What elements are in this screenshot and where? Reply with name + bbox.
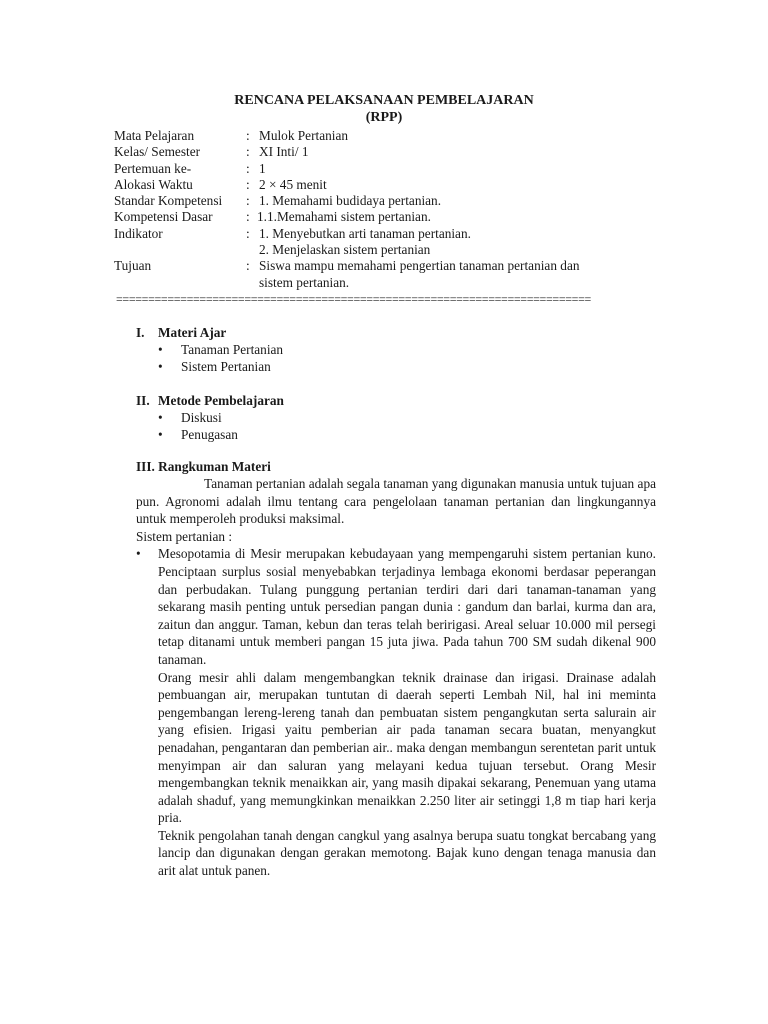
field-value: 2. Menjelaskan sistem pertanian [259, 242, 431, 258]
field-label: Indikator [114, 225, 163, 241]
bullet-icon: • [158, 427, 163, 442]
section-heading [136, 324, 656, 341]
field-value: 1. Menyebutkan arti tanaman pertanian. [259, 225, 471, 241]
field-value: 1.1.Memahami sistem pertanian. [257, 209, 431, 225]
field-kompetensi-dasar [114, 209, 674, 225]
bullet-icon: • [158, 359, 163, 374]
list-item-text: Sistem Pertanian [181, 359, 271, 374]
field-label: Pertemuan ke- [114, 160, 192, 176]
field-colon: : [246, 193, 250, 209]
field-value: Siswa mampu memahami pengertian tanaman pertanian dan [259, 258, 580, 274]
field-value: Mulok Pertanian [259, 128, 349, 143]
list-item [136, 545, 656, 879]
field-label: Kompetensi Dasar [114, 209, 213, 225]
field-label: Kelas/ Semester [114, 144, 201, 160]
list-item [136, 341, 656, 358]
field-pertemuan [114, 161, 674, 177]
section-title: Metode Pembelajaran [158, 393, 284, 408]
field-indikator [114, 226, 674, 242]
paragraph-drainase: Orang mesir ahli dalam mengembangkan teknik drainase dan irigasi. Drainase adalah pembuangan air, merupakan tuntutan di daerah seperti Lembah Nil, hal ini meminta pengembangan lereng-lereng tanah dan pembuatan sistem pengangkutan serta salurain air yang efisien. Irigasi yaitu pemberian air pada tanaman secara buatan, menyangkut penadahan, pengantaran dan pemberian air.. maka dengan membangun serentetan parit untuk menyimpan air dan saluran yang melayani kedua tujuan tersebut. Orang Mesir mengembangkan teknik menaikkan air, yang masih dipakai sekarang, Penemuan yang utama adalah shaduf, yang memungkinkan menaikkan 2.250 liter air setinggi 1,8 m tiap hari kerja pria. [158, 669, 656, 826]
field-colon: : [246, 128, 250, 143]
section-heading [136, 458, 656, 475]
list-item [136, 358, 656, 375]
bullet-icon: • [158, 410, 163, 425]
field-value: sistem pertanian. [259, 274, 350, 290]
field-standar-kompetensi [114, 193, 674, 209]
field-colon: : [246, 144, 250, 160]
section-number: I. [136, 325, 145, 340]
field-label: Tujuan [114, 258, 152, 274]
field-label: Standar Kompetensi [114, 193, 223, 209]
section-materi-ajar [136, 324, 656, 375]
separator-line: ========================================================================== [116, 293, 591, 305]
paragraph-mesopotamia: Mesopotamia di Mesir merupakan kebudayaan yang mempengaruhi sistem pertanian kuno. Penciptaan surplus sosial menyebabkan terjadinya lembaga ekonomi berdasar peperangan dan perbudakan. Tulang punggung pertanian terdiri dari dari tanaman-tanaman yang sekarang masih penting untuk persedian pangan dunia : gandum dan barlai, kurma dan ara, zaitun dan anggur. Taman, kebun dan teras telah beririgasi. Areal seluar 10.000 mil persegi tetap ditanami untuk memberi pangan 15 juta jiwa. Pada tahun 700 SM sudah dikenal 900 tanaman. [158, 546, 656, 667]
field-colon: : [246, 176, 250, 192]
section-heading [136, 392, 656, 409]
field-indikator-2 [114, 242, 674, 258]
section-rangkuman [136, 458, 656, 880]
list-item-text: Diskusi [181, 410, 222, 425]
field-tujuan [114, 258, 674, 274]
field-colon: : [246, 258, 250, 274]
header-fields [114, 128, 674, 291]
section-metode [136, 392, 656, 443]
document-subtitle: (RPP) [365, 110, 403, 125]
field-alokasi-waktu [114, 177, 674, 193]
field-label: Alokasi Waktu [114, 176, 193, 192]
intro-paragraph: Tanaman pertanian adalah segala tanaman yang digunakan manusia untuk tujuan apa pun. Agronomi adalah ilmu tentang cara pengelolaan tanaman pertanian dan lingkungannya untuk memperoleh produksi maksimal. [136, 476, 656, 527]
field-mata-pelajaran [114, 128, 674, 144]
field-tujuan-2 [114, 275, 674, 291]
list-item-text: Tanaman Pertanian [181, 342, 284, 357]
field-colon: : [246, 225, 250, 241]
paragraph-pengolahan: Teknik pengolahan tanah dengan cangkul yang asalnya berupa suatu tongkat bercabang yang lancip dan digunakan dengan gerakan memotong. Bajak kuno dengan tenaga manusia dan arit alat untuk panen. [158, 827, 656, 879]
section-title: III. Rangkuman Materi [136, 459, 271, 474]
field-value: 1 [259, 160, 266, 176]
field-value: 1. Memahami budidaya pertanian. [259, 193, 442, 209]
list-item [136, 409, 656, 426]
field-label: Mata Pelajaran [114, 128, 195, 143]
document-title: RENCANA PELAKSANAAN PEMBELAJARAN [234, 93, 534, 108]
bullet-icon: • [158, 342, 163, 357]
field-kelas-semester [114, 144, 674, 160]
section-number: II. [136, 393, 150, 408]
section-title: Materi Ajar [158, 325, 227, 340]
field-value: XI Inti/ 1 [259, 144, 309, 160]
bullet-icon: • [136, 546, 141, 562]
list-item-text: Penugasan [181, 427, 238, 442]
field-value: 2 × 45 menit [259, 176, 327, 192]
field-colon: : [246, 160, 250, 176]
system-label: Sistem pertanian : [136, 528, 233, 544]
list-item [136, 426, 656, 443]
field-colon: : [246, 209, 250, 225]
